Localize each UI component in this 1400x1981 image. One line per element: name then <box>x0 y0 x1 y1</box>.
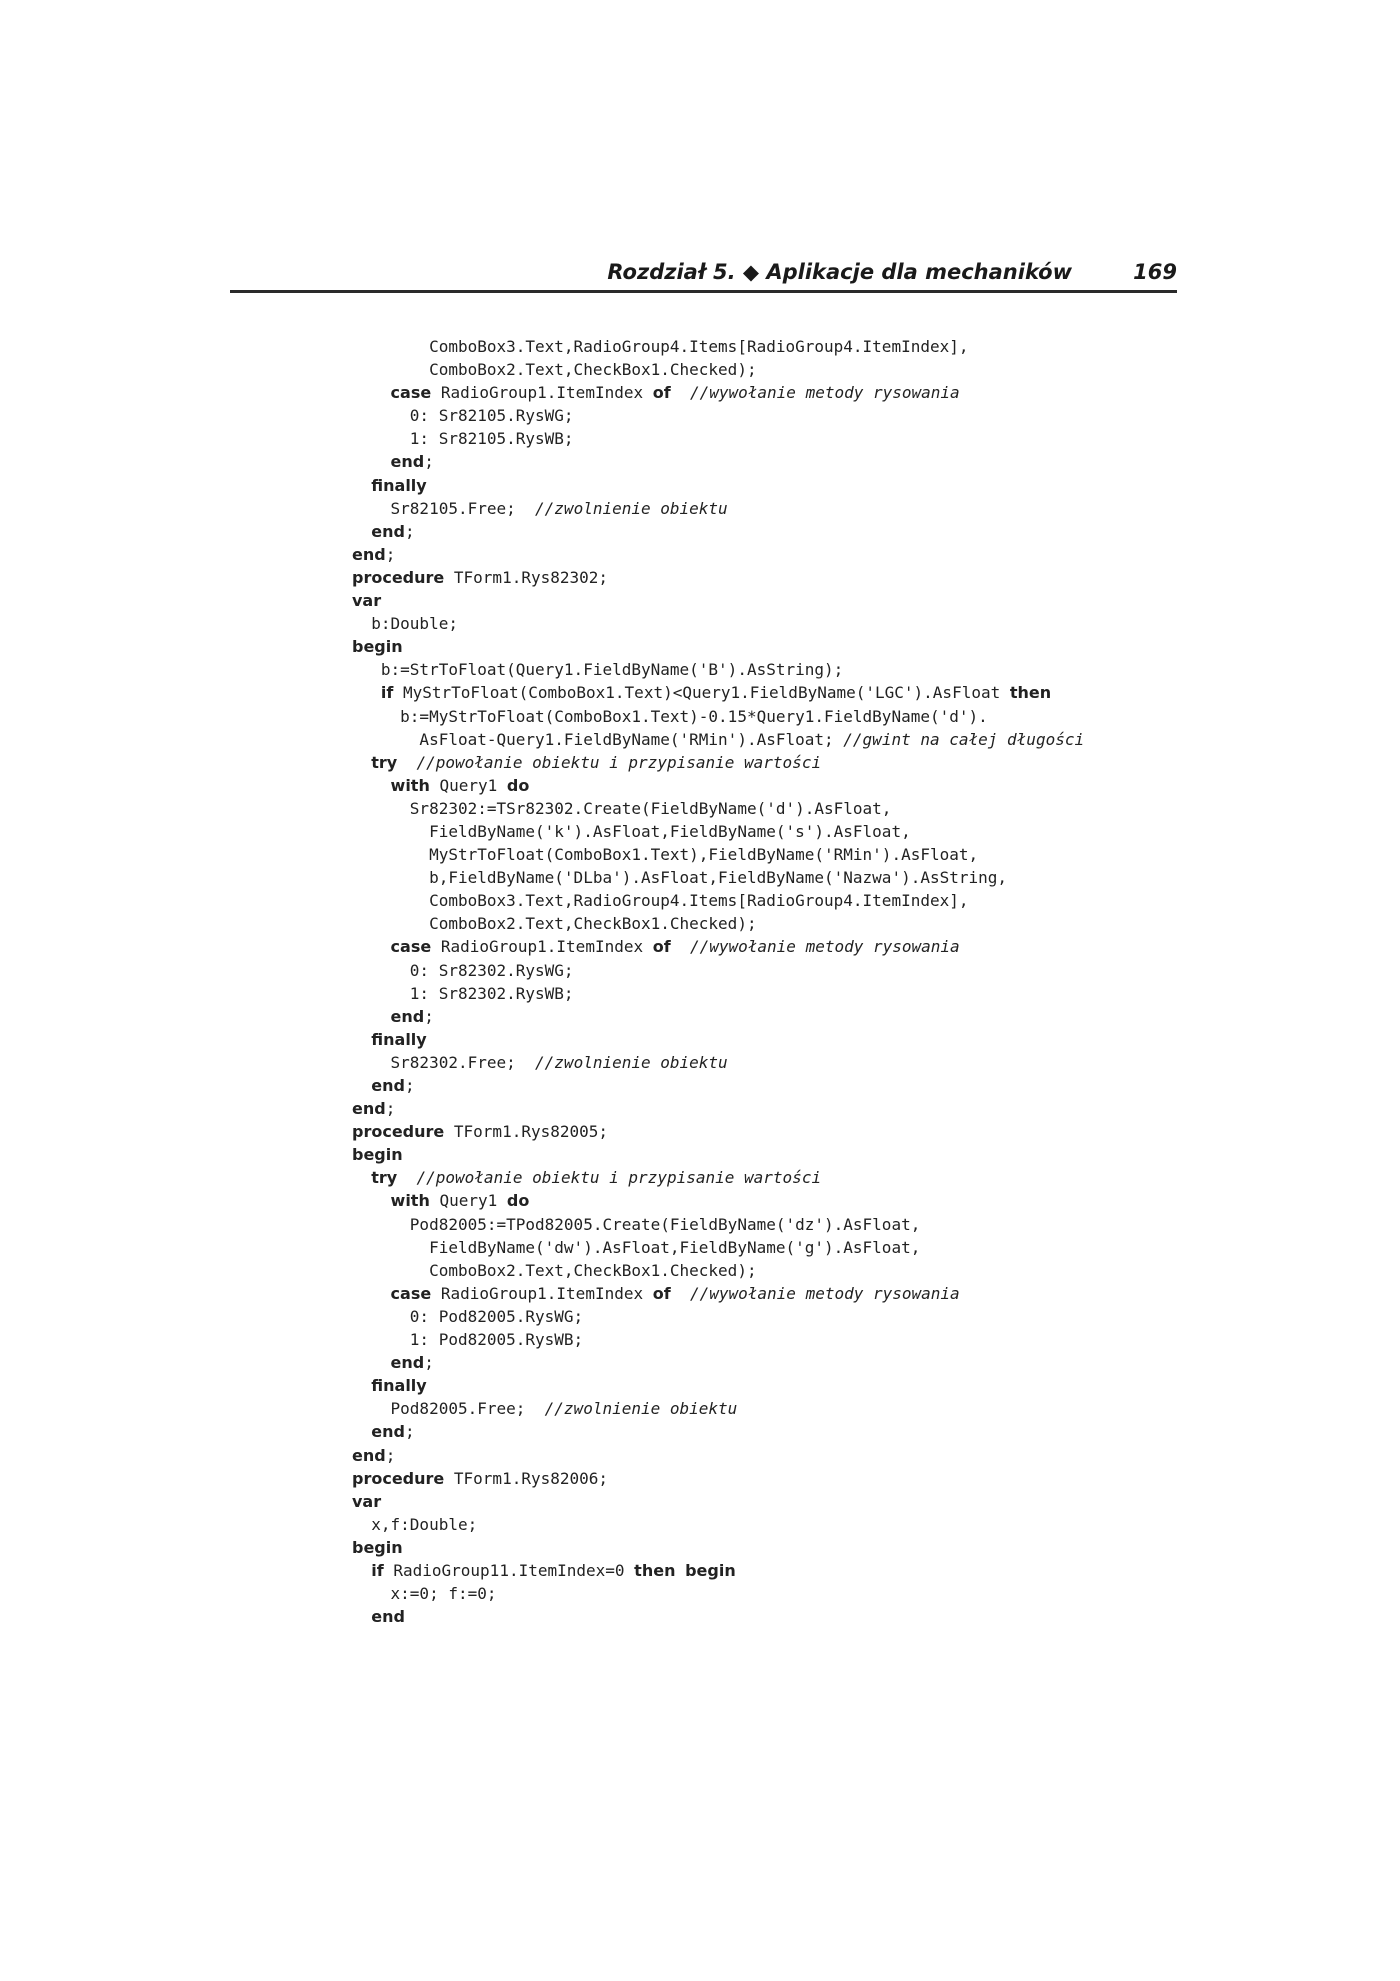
code-keyword: then <box>634 1560 676 1580</box>
code-line <box>352 497 1084 520</box>
code-line <box>352 1328 1084 1351</box>
code-text: ; <box>385 1445 396 1465</box>
code-line <box>352 381 1084 404</box>
code-keyword: case <box>390 383 432 403</box>
code-line <box>352 982 1084 1005</box>
code-keyword: end <box>352 1099 386 1119</box>
code-text: Sr82302:=TSr82302.Create(FieldByName('d').AsFloat, <box>352 798 892 818</box>
code-comment: //zwolnienie obiektu <box>535 1052 728 1072</box>
code-keyword: end <box>371 1422 405 1442</box>
code-text: b:Double; <box>352 614 458 634</box>
code-text <box>397 753 416 772</box>
code-keyword: then <box>1009 683 1052 703</box>
code-line <box>352 474 1084 497</box>
code-text <box>675 1561 685 1580</box>
code-line <box>352 1536 1084 1559</box>
code-line <box>352 1189 1084 1212</box>
code-text: ; <box>424 1353 434 1373</box>
code-text: ; <box>404 1076 415 1095</box>
code-text: ComboBox3.Text,RadioGroup4.Items[RadioGroup4.ItemIndex], <box>352 891 969 911</box>
code-line <box>352 1005 1084 1028</box>
code-text <box>352 476 371 495</box>
code-line <box>352 1351 1084 1374</box>
code-text <box>671 937 690 956</box>
code-text: Sr82302.Free; <box>352 1052 536 1072</box>
code-line <box>352 1490 1084 1513</box>
code-comment: //powołanie obiektu i przypisanie wartości <box>416 1168 822 1188</box>
code-line <box>352 1259 1084 1282</box>
code-keyword: begin <box>352 1145 403 1165</box>
code-keyword: case <box>390 937 432 957</box>
code-comment: //wywołanie metody rysowania <box>689 383 960 403</box>
code-text: ; <box>404 1422 415 1442</box>
code-line <box>352 1120 1084 1143</box>
code-keyword: of <box>652 1283 671 1303</box>
code-line <box>352 912 1084 935</box>
code-line <box>352 1420 1084 1443</box>
code-text: Pod82005:=TPod82005.Create(FieldByName('dz').AsFloat, <box>352 1214 921 1234</box>
code-text: TForm1.Rys82005; <box>444 1122 609 1142</box>
code-comment: //wywołanie metody rysowania <box>689 1283 960 1303</box>
code-line <box>352 358 1084 381</box>
page-number: 169 <box>1133 260 1177 284</box>
code-text <box>671 383 690 402</box>
code-keyword: case <box>390 1283 432 1303</box>
code-keyword: begin <box>685 1560 736 1580</box>
code-keyword: end <box>352 1445 386 1465</box>
code-text: x,f:Double; <box>352 1514 478 1534</box>
code-text: RadioGroup11.ItemIndex=0 <box>383 1560 635 1580</box>
code-keyword: finally <box>371 1029 427 1049</box>
code-line <box>352 1213 1084 1236</box>
code-text <box>352 1376 371 1395</box>
code-text: Query1 <box>429 1191 507 1211</box>
code-text: ComboBox2.Text,CheckBox1.Checked); <box>352 914 757 934</box>
code-text: b,FieldByName('DLba').AsFloat,FieldByName('Nazwa').AsString, <box>352 868 1008 888</box>
code-line <box>352 427 1084 450</box>
code-keyword: of <box>652 383 671 403</box>
code-line <box>352 1166 1084 1189</box>
code-line <box>352 1559 1084 1582</box>
code-line <box>352 1305 1084 1328</box>
code-line <box>352 751 1084 774</box>
code-line <box>352 658 1084 681</box>
code-text <box>352 1168 371 1187</box>
code-line <box>352 1444 1084 1467</box>
code-line <box>352 566 1084 589</box>
code-text: ComboBox2.Text,CheckBox1.Checked); <box>352 360 757 380</box>
code-comment: //zwolnienie obiektu <box>544 1399 738 1419</box>
code-line <box>352 1605 1084 1628</box>
code-line <box>352 1374 1084 1397</box>
code-keyword: begin <box>352 1537 403 1557</box>
code-text <box>352 383 391 402</box>
code-keyword: begin <box>352 637 403 657</box>
code-keyword: end <box>371 521 405 541</box>
code-line <box>352 1582 1084 1605</box>
code-text: 0: Pod82005.RysWG; <box>352 1306 584 1326</box>
code-text <box>352 1607 371 1626</box>
code-keyword: var <box>352 591 382 611</box>
code-line <box>352 797 1084 820</box>
code-text <box>352 1191 391 1210</box>
code-keyword: end <box>352 544 386 564</box>
code-text: b:=StrToFloat(Query1.FieldByName('B').AsString); <box>352 660 844 680</box>
code-text: MyStrToFloat(ComboBox1.Text)<Query1.FieldByName('LGC').AsFloat <box>393 683 1010 703</box>
code-line <box>352 1513 1084 1536</box>
code-line <box>352 843 1084 866</box>
code-line <box>352 1143 1084 1166</box>
code-keyword: of <box>652 937 671 957</box>
code-keyword: try <box>371 1168 398 1188</box>
code-line <box>352 866 1084 889</box>
code-line <box>352 612 1084 635</box>
code-keyword: do <box>506 1191 530 1211</box>
code-text <box>397 1168 416 1187</box>
code-comment: //gwint na całej długości <box>843 729 1085 749</box>
code-line <box>352 635 1084 658</box>
code-comment: //wywołanie metody rysowania <box>689 937 960 957</box>
code-line <box>352 543 1084 566</box>
code-keyword: end <box>390 1353 425 1373</box>
code-line <box>352 774 1084 797</box>
code-text: ComboBox3.Text,RadioGroup4.Items[RadioGroup4.ItemIndex], <box>352 337 969 356</box>
code-keyword: end <box>371 1076 405 1095</box>
code-text: 1: Sr82302.RysWB; <box>352 983 574 1003</box>
code-text <box>352 1561 371 1580</box>
code-listing <box>352 335 1084 1628</box>
code-keyword: with <box>390 775 430 795</box>
code-text: 1: Sr82105.RysWB; <box>352 429 574 449</box>
code-keyword: end <box>371 1607 405 1627</box>
code-text: Sr82105.Free; <box>352 498 536 518</box>
code-text <box>352 1076 371 1095</box>
code-line <box>352 589 1084 612</box>
code-line <box>352 404 1084 427</box>
code-line <box>352 1236 1084 1259</box>
code-line <box>352 681 1084 704</box>
code-text <box>352 683 381 702</box>
code-text <box>352 1353 391 1372</box>
code-text <box>352 1007 391 1026</box>
code-keyword: procedure <box>352 1122 445 1142</box>
code-text: TForm1.Rys82302; <box>444 567 609 587</box>
code-line <box>352 335 1084 358</box>
code-line <box>352 889 1084 912</box>
code-line <box>352 1282 1084 1305</box>
code-comment: //powołanie obiektu i przypisanie wartości <box>416 752 822 772</box>
code-text <box>352 522 371 541</box>
code-text <box>352 776 391 795</box>
code-keyword: procedure <box>352 1468 445 1488</box>
code-keyword: with <box>390 1191 430 1211</box>
code-line <box>352 820 1084 843</box>
code-text: ; <box>424 452 434 472</box>
code-text: Pod82005.Free; <box>352 1399 545 1419</box>
code-keyword: var <box>352 1491 382 1511</box>
code-text <box>352 1422 371 1441</box>
code-comment: //zwolnienie obiektu <box>535 498 728 518</box>
code-text: 0: Sr82105.RysWG; <box>352 406 574 426</box>
page-header <box>230 252 1177 293</box>
code-text: RadioGroup1.ItemIndex <box>431 383 653 403</box>
code-text: AsFloat-Query1.FieldByName('RMin').AsFloat; <box>352 729 844 749</box>
code-keyword: try <box>371 752 398 772</box>
code-text: FieldByName('dw').AsFloat,FieldByName('g').AsFloat, <box>352 1237 921 1257</box>
code-line <box>352 959 1084 982</box>
code-line <box>352 1074 1084 1097</box>
code-text <box>671 1284 690 1303</box>
code-text <box>352 1030 371 1049</box>
code-text: ; <box>424 1006 434 1026</box>
code-line <box>352 728 1084 751</box>
code-text <box>352 753 371 772</box>
chapter-title: Rozdział 5. ◆ Aplikacje dla mechaników <box>607 260 1072 284</box>
code-keyword: if <box>371 1560 384 1580</box>
code-text: b:=MyStrToFloat(ComboBox1.Text)-0.15*Query1.FieldByName('d'). <box>352 706 988 726</box>
code-line <box>352 520 1084 543</box>
code-line <box>352 1051 1084 1074</box>
code-text: ; <box>385 1099 396 1119</box>
code-text: RadioGroup1.ItemIndex <box>431 1283 653 1303</box>
code-text: Query1 <box>429 775 507 795</box>
code-keyword: procedure <box>352 567 445 587</box>
code-keyword: finally <box>371 475 427 495</box>
code-text: FieldByName('k').AsFloat,FieldByName('s').AsFloat, <box>352 821 911 841</box>
code-line <box>352 1397 1084 1420</box>
code-text <box>352 1284 391 1303</box>
code-keyword: if <box>380 683 394 703</box>
code-text <box>352 937 391 956</box>
code-line <box>352 1467 1084 1490</box>
code-text: MyStrToFloat(ComboBox1.Text),FieldByName('RMin').AsFloat, <box>352 845 979 865</box>
code-text: ; <box>404 521 415 541</box>
code-line <box>352 450 1084 473</box>
code-line <box>352 705 1084 728</box>
code-text: 1: Pod82005.RysWB; <box>352 1330 584 1350</box>
code-text: ; <box>385 544 396 564</box>
code-line <box>352 1097 1084 1120</box>
code-keyword: end <box>390 1006 425 1026</box>
code-line <box>352 1028 1084 1051</box>
code-keyword: finally <box>371 1376 427 1396</box>
code-text: x:=0; f:=0; <box>352 1584 497 1604</box>
code-line <box>352 935 1084 958</box>
code-text: ComboBox2.Text,CheckBox1.Checked); <box>352 1260 757 1280</box>
code-text <box>352 452 391 471</box>
code-text: RadioGroup1.ItemIndex <box>431 937 653 957</box>
code-text: 0: Sr82302.RysWG; <box>352 960 574 980</box>
code-keyword: do <box>506 775 530 795</box>
code-text: TForm1.Rys82006; <box>444 1468 609 1488</box>
code-keyword: end <box>390 452 425 472</box>
